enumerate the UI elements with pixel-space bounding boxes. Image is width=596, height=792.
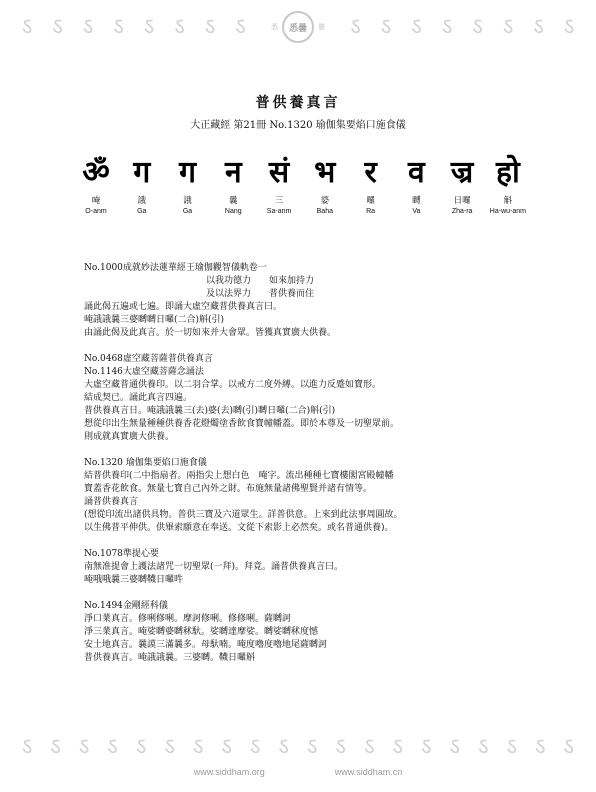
- siddham-glyph: ज्र: [450, 155, 474, 190]
- mantra-syllable: [166, 156, 210, 215]
- border-siddham-glyph: ऽ: [50, 733, 61, 760]
- border-siddham-glyph: ऽ: [380, 13, 392, 40]
- section-heading: No.1320 瑜伽集要焰口施食儀: [84, 458, 207, 468]
- text-section: [84, 353, 524, 444]
- text-line: 安土地真言。曩謨三滿曩多。母馱喃。唵度嚕度嚕地尾薩嚩訶: [84, 640, 328, 650]
- border-siddham-glyph: ऽ: [392, 733, 404, 760]
- syllable-romanization: Ra: [366, 208, 376, 215]
- border-siddham-glyph: ऽ: [21, 733, 33, 760]
- siddham-glyph: व: [408, 155, 425, 190]
- syllable-romanization: Zha-ra: [451, 208, 473, 215]
- border-siddham-glyph: ऽ: [502, 13, 514, 40]
- text-section: [84, 457, 524, 535]
- siddham-glyph: र: [364, 155, 377, 190]
- syllable-chinese: 誐: [183, 196, 192, 206]
- text-line: 以我功德力 如來加持力: [206, 276, 315, 286]
- mantra-syllable: [257, 156, 301, 215]
- syllable-chinese: 日囉: [453, 196, 471, 206]
- syllable-chinese: 誐: [137, 196, 147, 206]
- logo-seal: 悉曇: [282, 11, 314, 43]
- text-line: 結成契已。誦此真言四遍。: [84, 393, 193, 403]
- syllable-romanization: Sa-anm: [266, 208, 292, 215]
- mantra-syllable: [486, 156, 530, 215]
- syllable-chinese: 斛: [503, 196, 513, 206]
- footer-link-cn[interactable]: www.siddham.cn: [334, 767, 403, 777]
- mantra-syllable: [440, 156, 484, 215]
- mantra-syllable: [74, 156, 118, 215]
- syllable-romanization: Baha: [316, 208, 333, 215]
- border-siddham-glyph: ऽ: [563, 733, 575, 760]
- syllable-chinese: 婆: [320, 196, 330, 206]
- siddham-glyph: भ: [314, 155, 336, 190]
- syllable-romanization: Nang: [224, 208, 242, 215]
- border-siddham-glyph: ऽ: [78, 733, 90, 760]
- text-line: 結普供養印(二中指扇者。兩指尖上想白色 唵字。流出種種七寶樓閣宮殿幢幡: [84, 471, 394, 481]
- syllable-chinese: 嚩: [412, 196, 421, 206]
- text-line: 南無准提會上護法諸咒一切聖眾(一拜)。拜竟。誦普供養真言曰。: [84, 562, 344, 572]
- section-heading: No.1078準提心要: [84, 549, 159, 559]
- border-siddham-glyph: ऽ: [278, 733, 290, 760]
- border-siddham-glyph: ऽ: [249, 733, 261, 760]
- border-siddham-glyph: ऽ: [477, 733, 489, 760]
- footer-links: [0, 767, 596, 777]
- border-siddham-glyph: ऽ: [563, 13, 575, 40]
- syllable-chinese: 曩: [229, 196, 238, 206]
- siddham-glyph: न: [224, 155, 242, 190]
- border-siddham-glyph: ऽ: [135, 733, 147, 760]
- siddham-glyph: ग: [179, 155, 196, 190]
- border-siddham-glyph: ऽ: [235, 13, 246, 40]
- syllable-romanization: Ga: [182, 208, 193, 215]
- section-heading: No.1494金剛經科儀: [84, 601, 168, 611]
- border-siddham-glyph: ऽ: [534, 733, 546, 760]
- syllable-chinese: 唵: [91, 196, 101, 206]
- text-section: [84, 600, 524, 665]
- syllable-romanization: Ga: [137, 208, 147, 215]
- text-line: 誦普供養真言: [84, 497, 139, 507]
- section-heading: No.0468虛空藏菩薩普供養真言: [84, 354, 213, 364]
- border-siddham-glyph: ऽ: [192, 733, 204, 760]
- border-siddham-glyph: ऽ: [449, 733, 461, 760]
- mantra-syllable: [394, 156, 438, 215]
- syllable-romanization: Va: [412, 208, 421, 215]
- text-line: 及以法界力 普供養而住: [206, 289, 315, 299]
- text-line: 普供養真言。唵誐誐曩。三婆嚩。韈日囉斛: [84, 653, 256, 663]
- page-subtitle: 大正藏經 第21冊 No.1320 瑜伽集要焰口施食儀: [190, 120, 406, 131]
- text-line: 淨口業真言。修唎修唎。摩訶修唎。修修唎。薩嚩訶: [84, 614, 292, 624]
- text-line: (想從印流出諸供具物。普供三寶及六道眾生。詳普供意。上來到此法事周圓故。: [84, 510, 403, 520]
- border-siddham-glyph: ऽ: [113, 13, 124, 40]
- border-siddham-glyph: ऽ: [411, 13, 422, 40]
- text-line: 唵哦哦曩三婆嚩韈日囉吽: [84, 575, 184, 585]
- mantra-syllable: [211, 156, 255, 215]
- section-heading: No.1000成就妙法蓮華經王瑜伽觀智儀軌卷一: [84, 263, 267, 273]
- mantra-syllable: [120, 156, 164, 215]
- border-siddham-glyph: ऽ: [82, 13, 94, 40]
- text-line: 以生佛普平伸供。供畢索願意在奉送。文從下索影上必然矣。或名普通供養)。: [84, 523, 394, 533]
- syllable-chinese: 三: [274, 196, 284, 206]
- text-line: 誦此偈五遍或七遍。即誦大虛空藏普供養真言曰。: [84, 302, 283, 312]
- mantra-row: [74, 156, 530, 215]
- siddham-glyph: ॐ: [82, 155, 110, 190]
- border-siddham-glyph: ऽ: [533, 13, 544, 40]
- site-logo: [258, 11, 338, 43]
- border-siddham-glyph: ऽ: [204, 13, 216, 40]
- document-body: [84, 262, 524, 678]
- top-border: [14, 10, 582, 44]
- text-line: 唵誐誐曩三婆嚩嚩日囉(二合)斛(引): [84, 315, 225, 325]
- text-line: 淨三業真言。唵娑嚩婆嚩秫馱。娑嚩達摩娑。嚩娑嚩秫度憾: [84, 627, 319, 637]
- page-title: 普供養真言: [255, 95, 341, 111]
- border-siddham-glyph: ऽ: [164, 733, 175, 760]
- text-line: 寶蓋香花飲食。無量七寶自己內外之財。布施無量諸佛聖賢并諸有情等。: [84, 484, 373, 494]
- syllable-romanization: Ha-wu-anm: [489, 208, 526, 215]
- text-line: 大虛空藏普通供養印。以二羽合掌。以戒方二度外縛。以進力反蹙如寶形。: [84, 380, 382, 390]
- border-siddham-glyph: ऽ: [335, 733, 347, 760]
- border-siddham-glyph: ऽ: [143, 13, 155, 40]
- text-section: [84, 548, 524, 587]
- bottom-border: [14, 730, 582, 764]
- border-siddham-glyph: ऽ: [441, 13, 453, 40]
- border-siddham-glyph: ऽ: [21, 13, 33, 40]
- border-siddham-glyph: ऽ: [363, 733, 375, 760]
- text-line: 想從印出生無量種種供養香花燈燭塗香飲食寶幢幡蓋。即於本尊及一切聖眾前。: [84, 419, 400, 429]
- border-siddham-glyph: ऽ: [472, 13, 483, 40]
- siddham-glyph: सं: [268, 155, 290, 190]
- logo-right-char: 曇: [318, 23, 325, 31]
- siddham-glyph: ग: [133, 155, 151, 190]
- siddham-glyph: हो: [496, 155, 520, 190]
- text-line: No.1146大虛空藏菩薩念誦法: [84, 367, 204, 377]
- syllable-romanization: O-anm: [85, 208, 107, 215]
- border-siddham-glyph: ऽ: [52, 13, 63, 40]
- border-siddham-glyph: ऽ: [107, 733, 118, 760]
- text-section: [84, 262, 524, 340]
- logo-left-char: 悉: [271, 23, 278, 31]
- border-siddham-glyph: ऽ: [420, 733, 432, 760]
- text-line: 普供養真言日。唵誐誐曩三(去)婆(去)嚩(引)嚩日囉(二合)斛(引): [84, 406, 336, 416]
- footer-link-org[interactable]: www.siddham.org: [193, 767, 265, 777]
- mantra-syllable: [303, 156, 347, 215]
- border-siddham-glyph: ऽ: [174, 13, 185, 40]
- border-siddham-glyph: ऽ: [350, 13, 361, 40]
- border-siddham-glyph: ऽ: [506, 733, 518, 760]
- syllable-chinese: 囉: [366, 196, 375, 206]
- border-siddham-glyph: ऽ: [306, 733, 318, 760]
- mantra-syllable: [349, 156, 393, 215]
- text-line: 則成就真實廣大供養。: [84, 432, 175, 442]
- text-line: 由誦此偈及此真言。於一切如來并大會眾。皆獲真實廣大供養。: [84, 328, 337, 338]
- border-siddham-glyph: ऽ: [221, 733, 232, 760]
